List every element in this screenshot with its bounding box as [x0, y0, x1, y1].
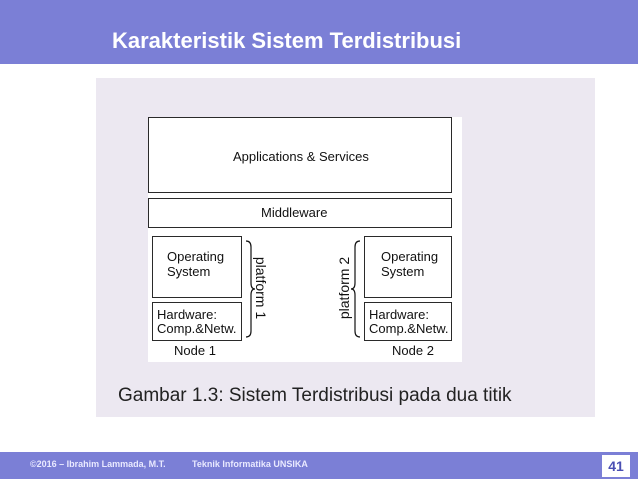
node1-label: Node 1 — [174, 343, 216, 358]
node1-os-box — [152, 236, 242, 298]
platform1-label: platform 1 — [253, 256, 269, 320]
middleware-layer — [148, 198, 452, 228]
slide-title: Karakteristik Sistem Terdistribusi — [112, 28, 462, 53]
platform2-label: platform 2 — [336, 256, 352, 320]
node2-os-line2: System — [381, 264, 425, 279]
footer-department: Teknik Informatika UNSIKA — [192, 459, 308, 469]
node1-hw-line1: Hardware: — [157, 307, 217, 322]
middleware-label: Middleware — [261, 205, 328, 220]
slide-header — [0, 0, 638, 64]
slide-footer — [0, 452, 638, 479]
node1-os-line1: Operating — [167, 249, 225, 264]
node2-os-line1: Operating — [381, 249, 439, 264]
node1-hardware-box — [152, 302, 242, 341]
figure-caption: Gambar 1.3: Sistem Terdistribusi pada dua titik — [118, 385, 512, 406]
node1-os-line2: System — [167, 264, 211, 279]
page-number: 41 — [602, 455, 630, 477]
node2-label: Node 2 — [392, 343, 434, 358]
node1-hw-line2: Comp.&Netw. — [157, 321, 237, 336]
node2-hw-line2: Comp.&Netw. — [369, 321, 449, 336]
applications-services-label: Applications & Services — [233, 149, 369, 164]
distributed-system-diagram — [148, 117, 462, 362]
footer-author: ©2016 – Ibrahim Lammada, M.T. — [30, 459, 166, 469]
node2-os-box — [364, 236, 452, 298]
applications-services-layer — [148, 117, 452, 193]
node2-hw-line1: Hardware: — [369, 307, 429, 322]
node2-hardware-box — [364, 302, 452, 341]
